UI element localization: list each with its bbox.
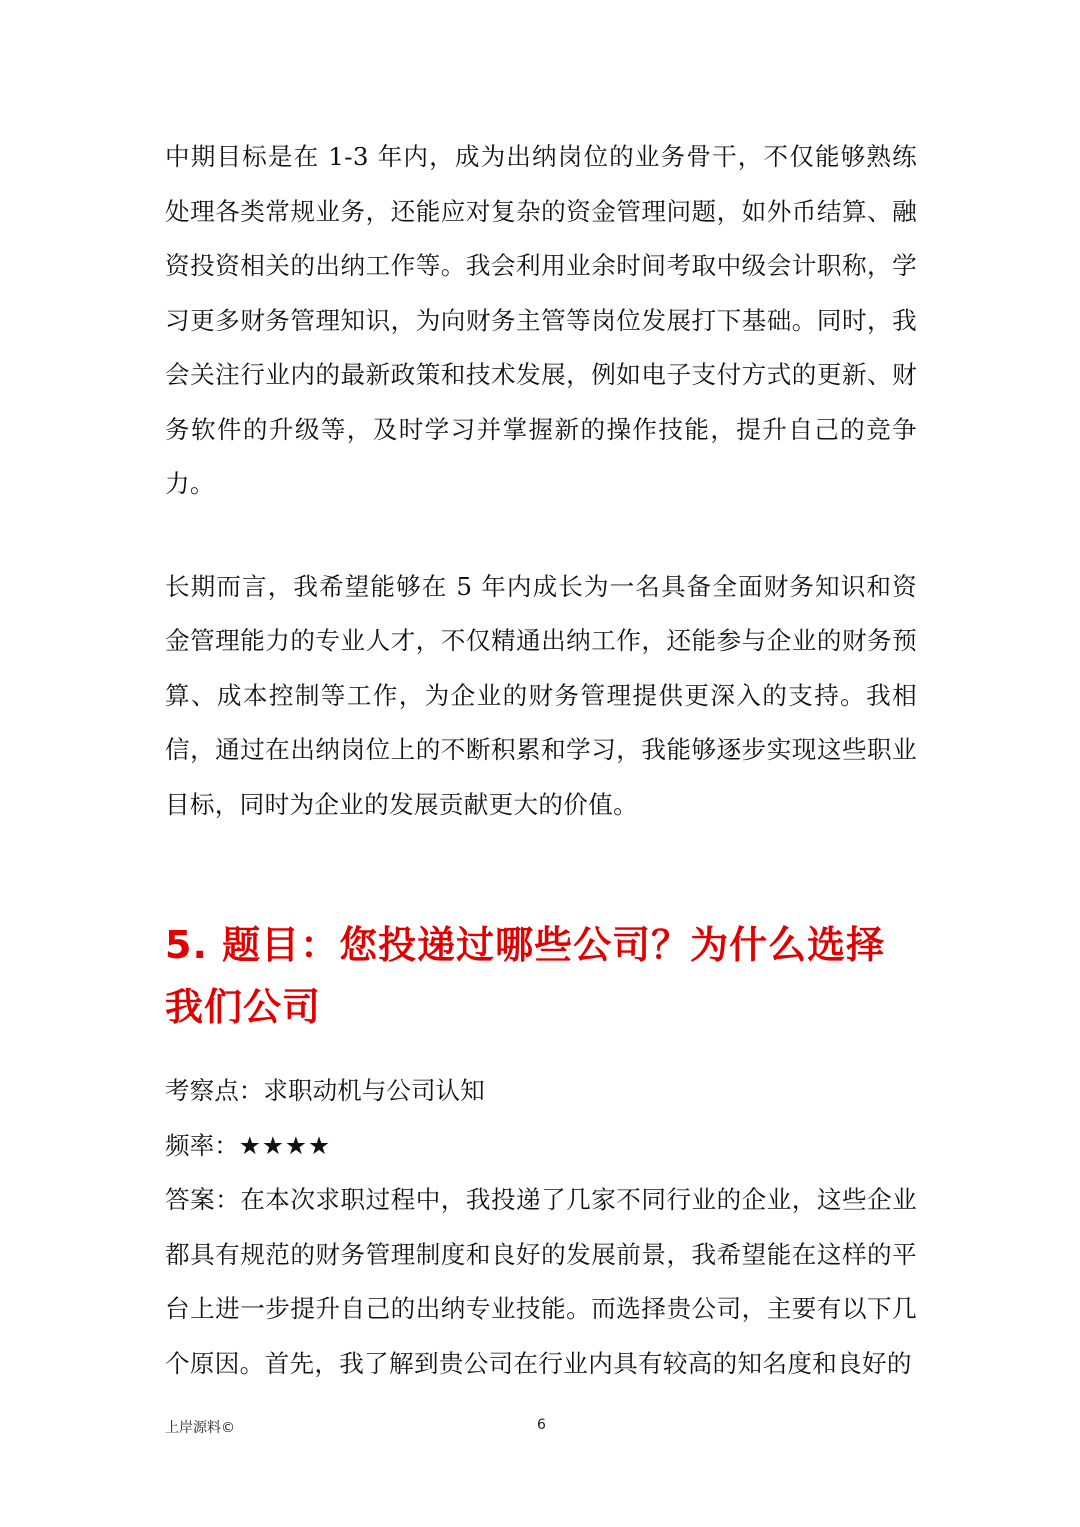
focus-label: 考察点： [165, 1076, 264, 1105]
frequency-stars: ★★★★ [238, 1130, 331, 1160]
frequency-label: 频率： [165, 1130, 239, 1160]
footer-brand: 上岸源料© [165, 1420, 235, 1436]
body-paragraph-long-term: 长期而言，我希望能够在 5 年内成长为一名具备全面财务知识和资金管理能力的专业人才，不仅精通出纳工作，还能参与企业的财务预算、成本控制等工作，为企业的财务管理提供更深入的支持。我相信，通过在出纳岗位上的不断积累和学习，我能够逐步实现这些职业目标，同时为企业的发展贡献更大的价值。 [165, 571, 917, 819]
focus-line [165, 1064, 917, 1119]
answer-paragraph: 答案：在本次求职过程中，我投递了几家不同行业的企业，这些企业都具有规范的财务管理制度和良好的发展前景，我希望能在这样的平台上进一步提升自己的出纳专业技能。而选择贵公司，主要有以下几个原因。首先，我了解到贵公司在行业内具有较高的知名度和良好的 [165, 1185, 917, 1378]
page-number: 6 [537, 1417, 546, 1433]
page-content [165, 130, 917, 1391]
body-paragraph-mid-term: 中期目标是在 1-3 年内，成为出纳岗位的业务骨干，不仅能够熟练处理各类常规业务，还能应对复杂的资金管理问题，如外币结算、融资投资相关的出纳工作等。我会利用业余时间考取中级会计职称，学习更多财务管理知识，为向财务主管等岗位发展打下基础。同时，我会关注行业内的最新政策和技术发展，例如电子支付方式的更新、财务软件的升级等，及时学习并掌握新的操作技能，提升自己的竞争力。 [165, 142, 917, 498]
frequency-line [165, 1119, 917, 1174]
focus-value: 求职动机与公司认知 [263, 1076, 485, 1105]
question-heading: 5. 题目：您投递过哪些公司？为什么选择我们公司 [165, 923, 886, 1029]
question-meta [165, 1064, 917, 1173]
page-footer [165, 1417, 917, 1441]
